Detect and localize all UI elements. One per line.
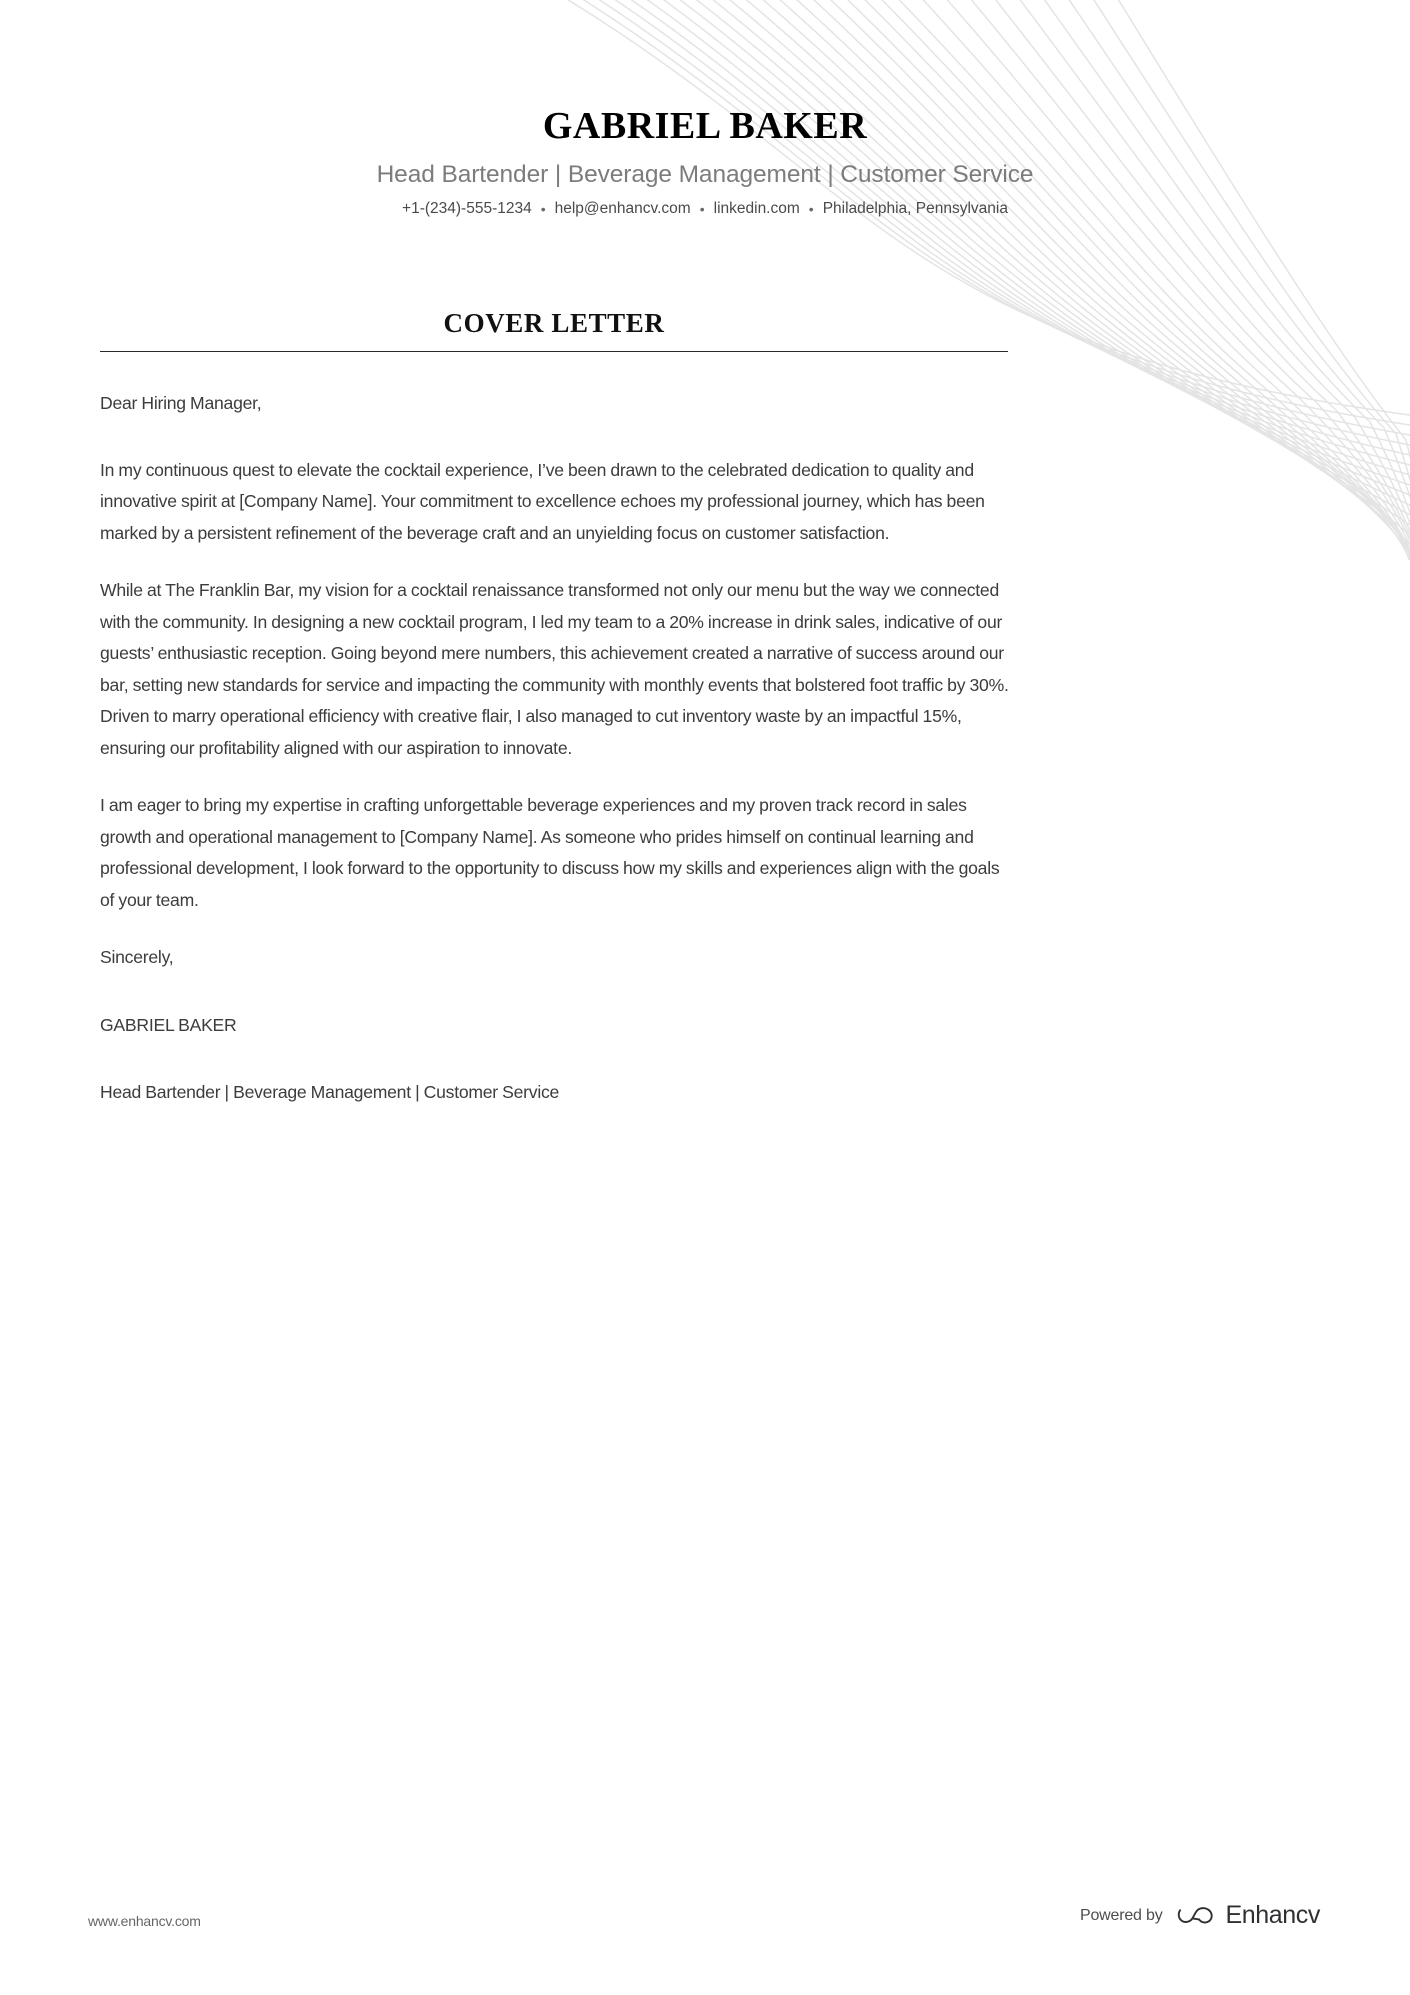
letter-paragraph: In my continuous quest to elevate the cocktail experience, I’ve been drawn to the celebrated dedication to quality and innovative spirit at [Company Name]. Your commitment to excellence echoes my professional journey, which has been marked by a persistent refinement of the beverage craft and an unyielding focus on customer satisfaction. [100,459,985,543]
contact-separator-3: • [808,201,814,218]
contact-linkedin[interactable]: linkedin.com [713,200,800,218]
contact-separator-2: • [699,201,705,218]
footer-branding [1080,1901,1320,1930]
enhancv-infinity-icon [1177,1903,1217,1929]
powered-by-label: Powered by [1080,1906,1163,1924]
letter-signer-title: Head Bartender | Beverage Management | Customer Service [100,1082,560,1102]
section-divider [100,351,1008,352]
letter-paragraph: I am eager to bring my expertise in crafting unforgettable beverage experiences and my proven track record in sales growth and operational management to [Company Name]. As someone who prides himself on continual learning and professional development, I look forward to the opportunity to discuss how my skills and experiences align with the goals of your team. [100,795,1000,910]
letter-salutation: Dear Hiring Manager, [100,393,262,413]
letter-paragraph: While at The Franklin Bar, my vision for a cocktail renaissance transformed not only our menu but the way we connected with the community. In designing a new cocktail program, I led my team to a 20% increase in drink sales, indicative of our guests’ enthusiastic reception. Going beyond mere numbers, this achievement created a narrative of success around our bar, setting new standards for service and impacting the community with monthly events that bolstered foot traffic by 30%. Driven to marry operational efficiency with creative flair, I also managed to cut inventory waste by an impactful 15%, ensuring our profitability aligned with our aspiration to innovate. [100,580,1009,758]
letter-body [100,388,1012,1109]
footer-website-link[interactable]: www.enhancv.com [88,1913,201,1929]
contact-line [0,199,1410,219]
letter-signoff: Sincerely, [100,947,174,967]
letter-header [0,106,1410,220]
contact-separator-1: • [540,201,546,218]
candidate-name: GABRIEL BAKER [542,105,868,147]
enhancv-logo[interactable] [1177,1901,1321,1930]
candidate-headline: Head Bartender | Beverage Management | Customer Service [376,160,1034,188]
enhancv-wordmark: Enhancv [1225,1901,1320,1929]
section-header-block [100,308,1008,352]
section-title: COVER LETTER [443,308,665,338]
page-footer [0,1875,1410,1995]
contact-email[interactable]: help@enhancv.com [554,200,691,218]
contact-phone[interactable]: +1-(234)-555-1234 [402,200,532,218]
letter-signer-name: GABRIEL BAKER [100,1014,237,1035]
contact-location: Philadelphia, Pennsylvania [822,200,1008,218]
